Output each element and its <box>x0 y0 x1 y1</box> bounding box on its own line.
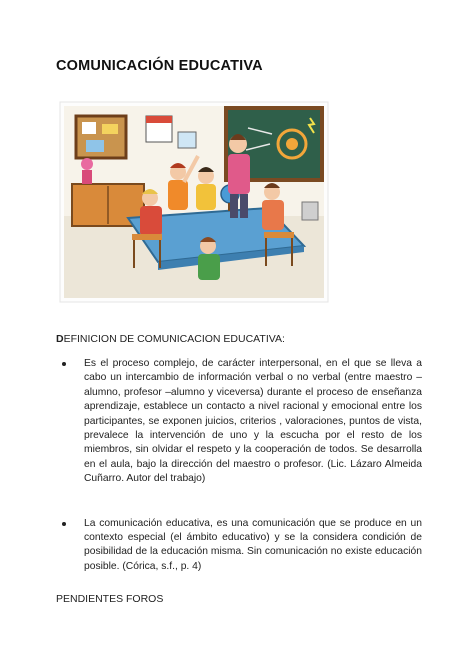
definition-heading-initial: D <box>56 333 64 345</box>
definition-list <box>60 357 422 574</box>
classroom-illustration-icon <box>58 100 330 305</box>
list-item-text: La comunicación educativa, es una comunicación que se produce en un contexto especial (el ámbito educativo) y se la considera condición de posibilidad de la educación misma. Sin comunicación no existe educación posible. (Córica, s.f., p. 4) <box>84 517 422 572</box>
definition-heading-text: EFINICION DE COMUNICACION EDUCATIVA: <box>63 333 285 345</box>
definition-heading <box>56 333 285 345</box>
list-item <box>60 357 422 487</box>
bullet-icon <box>62 522 66 526</box>
list-item-text: Es el proceso complejo, de carácter interpersonal, en el que se lleva a cabo un intercambio de información verbal o no verbal (entre maestro – alumno, profesor –alumno y viceversa) durante el proceso de enseñanza aprendizaje, establece un contacto a nivel racional y emocional entre los participantes, se exponen juicios, criterios , valoraciones, puntos de vista, prevalece la intervención de uno y la escucha por el resto de los miembros, sin olvidar el respeto y la cooperación de todos. Se desarrolla en el aula, bajo la dirección del maestro o profesor. (Lic. Lázaro Almeida Cuñarro. Autor del trabajo) <box>84 358 422 485</box>
page-title: COMUNICACIÓN EDUCATIVA <box>56 58 263 74</box>
list-item <box>60 517 422 575</box>
section-heading-pendientes: PENDIENTES FOROS <box>56 593 164 605</box>
bullet-icon <box>62 362 66 366</box>
